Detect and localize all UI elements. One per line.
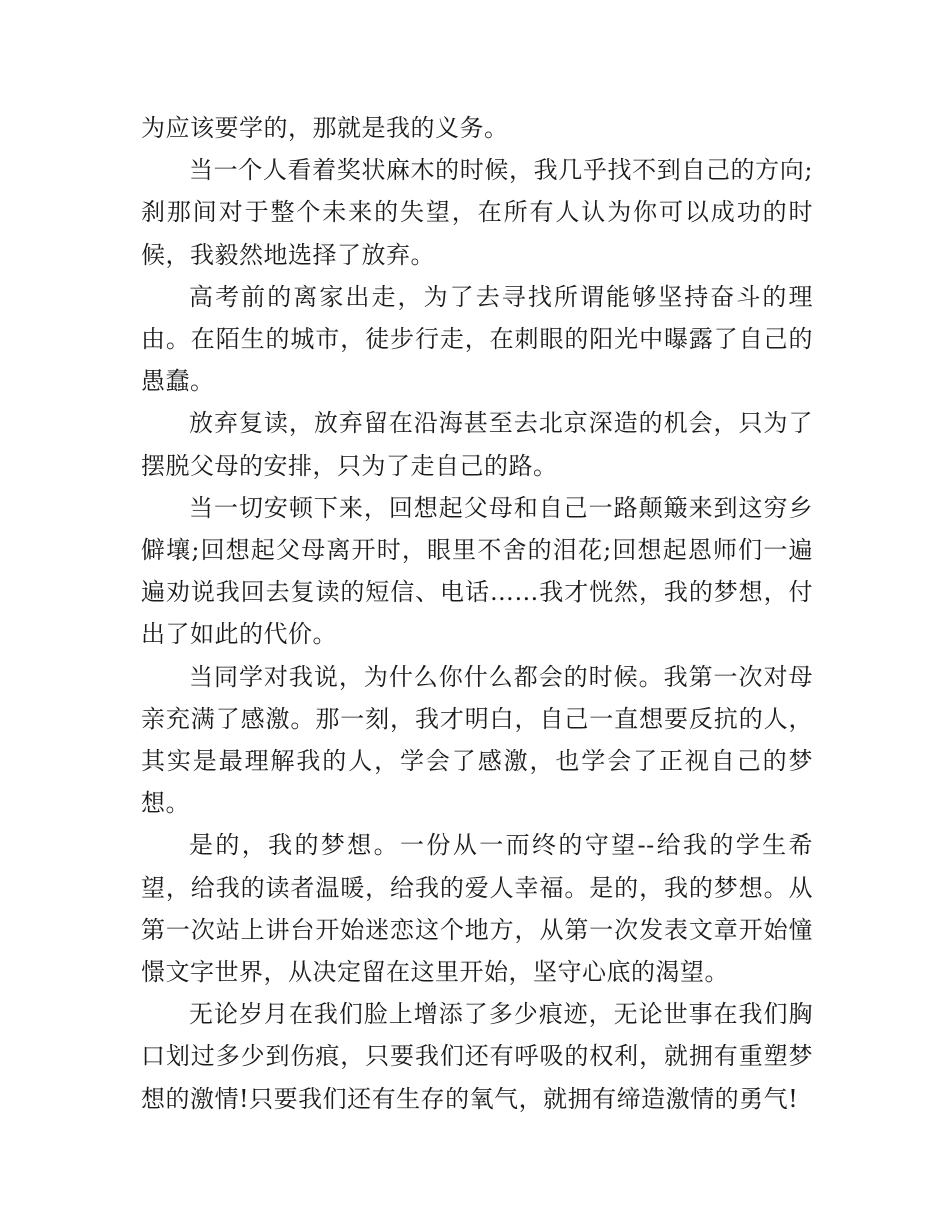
paragraph: 当一切安顿下来，回想起父母和自己一路颠簸来到这穷乡僻壤;回想起父母离开时，眼里不舍的泪花;回想起恩师们一遍遍劝说我回去复读的短信、电话……我才恍然，我的梦想，付出了如此的代价。	[141, 493, 813, 649]
paragraph: 高考前的离家出走，为了去寻找所谓能够坚持奋斗的理由。在陌生的城市，徒步行走，在刺眼的阳光中曝露了自己的愚蠢。	[141, 282, 813, 396]
paragraph: 是的，我的梦想。一份从一而终的守望--给我的学生希望，给我的读者温暖，给我的爱人幸福。是的，我的梦想。从第一次站上讲台开始迷恋这个地方，从第一次发表文章开始憧憬文字世界，从决定留在这里开始，坚守心底的渴望。	[141, 831, 813, 987]
paragraph: 当一个人看着奖状麻木的时候，我几乎找不到自己的方向;刹那间对于整个未来的失望，在所有人认为你可以成功的时候，我毅然地选择了放弃。	[141, 156, 813, 269]
paragraph: 无论岁月在我们脸上增添了多少痕迹，无论世事在我们胸口划过多少到伤痕，只要我们还有呼吸的权利，就拥有重塑梦想的激情!只要我们还有生存的氧气，就拥有缔造激情的勇气!	[141, 1000, 813, 1113]
paragraph: 当同学对我说，为什么你什么都会的时候。我第一次对母亲充满了感激。那一刻，我才明白，自己一直想要反抗的人，其实是最理解我的人，学会了感激，也学会了正视自己的梦想。	[141, 662, 813, 818]
paragraph: 放弃复读，放弃留在沿海甚至去北京深造的机会，只为了摆脱父母的安排，只为了走自己的路。	[141, 409, 813, 480]
document-body	[141, 107, 813, 1120]
paragraph-continued: 为应该要学的，那就是我的义务。	[141, 114, 509, 142]
